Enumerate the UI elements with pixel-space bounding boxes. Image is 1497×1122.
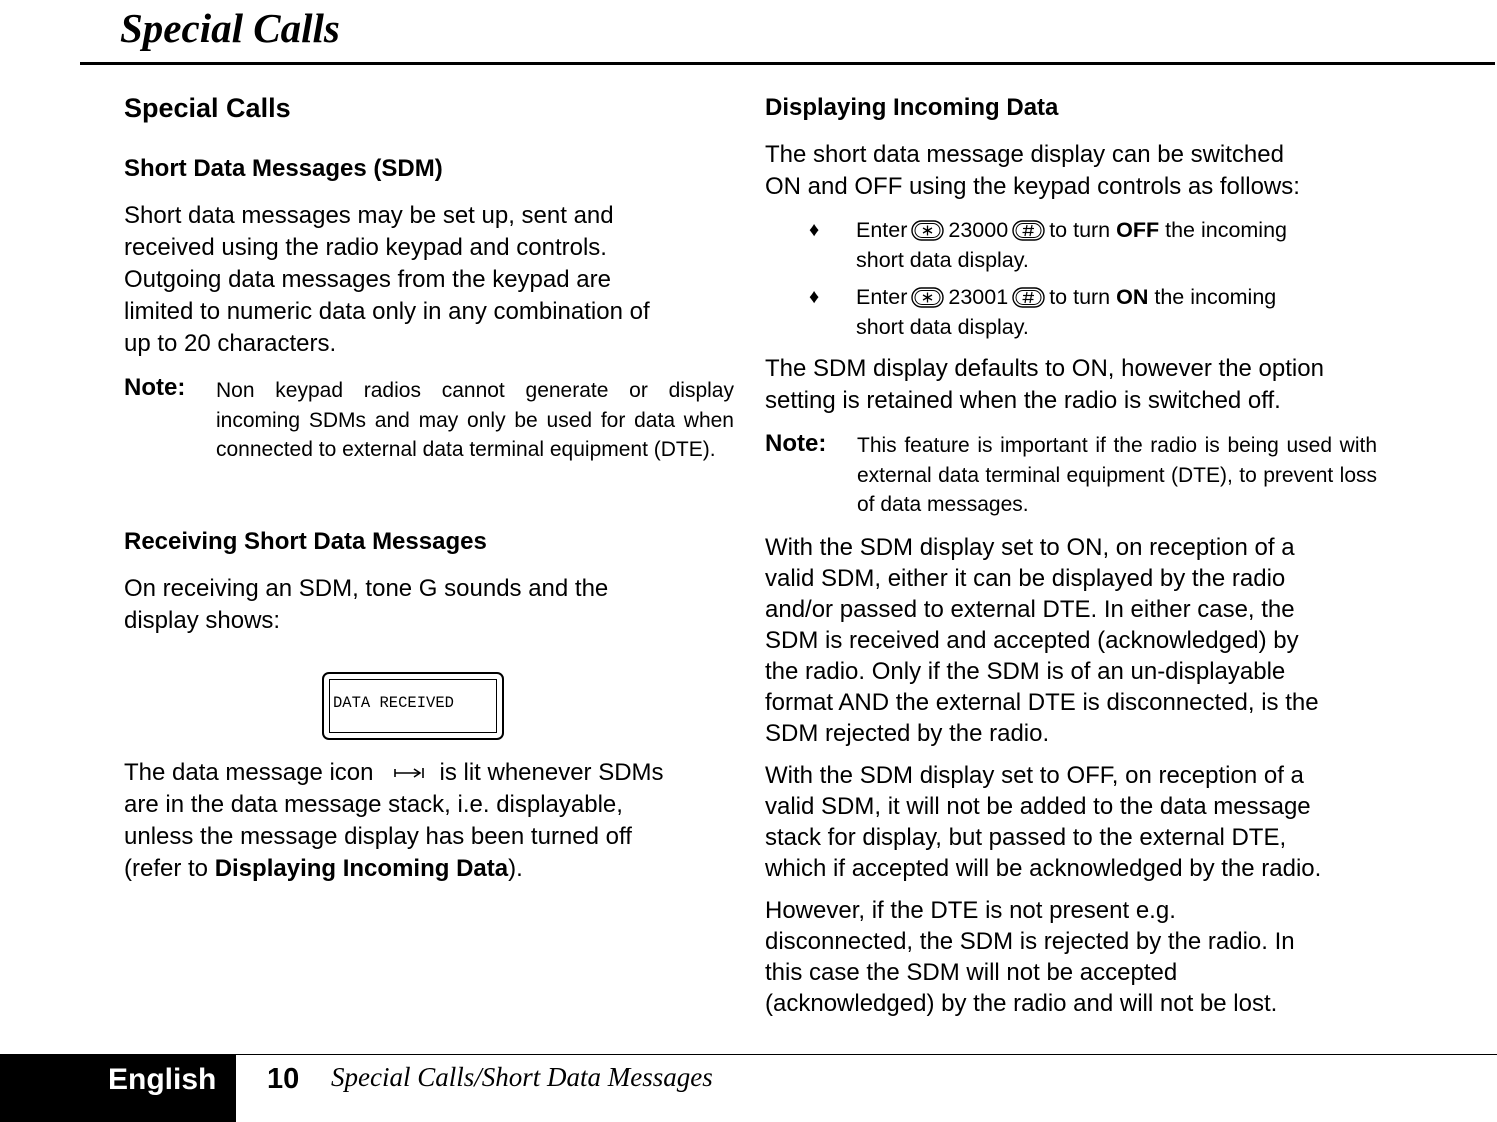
text-line: valid SDM, either it can be displayed by the radio <box>765 565 1286 592</box>
displaying-heading: Displaying Incoming Data <box>765 94 1059 121</box>
key-code: 23001 <box>948 285 1009 309</box>
text-line: and/or passed to external DTE. In either case, the <box>765 596 1295 623</box>
text-line: the radio. Only if the SDM is of an un-displayable <box>765 658 1286 685</box>
text-line: The short data message display can be switched <box>765 141 1284 168</box>
text-line: disconnected, the SDM is rejected by the radio. In <box>765 928 1295 955</box>
text-line: format AND the external DTE is disconnected, is the <box>765 689 1319 716</box>
receiving-heading: Receiving Short Data Messages <box>124 528 487 555</box>
text-line: SDM is received and accepted (acknowledged) by <box>765 627 1299 654</box>
bullet-text <box>856 282 1377 342</box>
text-line: Short data messages may be set up, sent and <box>124 202 614 229</box>
text-line: short data display. <box>856 315 1029 339</box>
text-segment: ). <box>508 855 523 882</box>
display-text: DATA RECEIVED <box>333 694 454 712</box>
text-line: received using the radio keypad and controls. <box>124 234 607 261</box>
state-word: OFF <box>1116 218 1160 242</box>
text-line: setting is retained when the radio is switched off. <box>765 387 1281 414</box>
text-segment: (refer to <box>124 855 215 882</box>
text-segment: to turn <box>1049 285 1117 309</box>
footer-divider <box>236 1054 1497 1055</box>
state-word: ON <box>1116 285 1149 309</box>
text-line: which if accepted will be acknowledged by the radio. <box>765 855 1322 882</box>
text-line <box>124 853 664 885</box>
text-line: With the SDM display set to OFF, on reception of a <box>765 762 1304 789</box>
text-line: unless the message display has been turned off <box>124 823 632 850</box>
defaults-paragraph <box>765 353 1324 417</box>
note-text: This feature is important if the radio is being used with external data terminal equipment (DTE), to prevent loss of data messages. <box>857 434 1377 516</box>
footer-language: English <box>108 1063 217 1096</box>
text-line: valid SDM, it will not be added to the data message <box>765 793 1311 820</box>
section-heading: Special Calls <box>124 93 291 123</box>
radio-display <box>322 672 504 740</box>
text-line: SDM rejected by the radio. <box>765 720 1050 747</box>
text-line: are in the data message stack, i.e. displayable, <box>124 791 623 818</box>
text-line: ON and OFF using the keypad controls as follows: <box>765 173 1300 200</box>
text-line: stack for display, but passed to the external DTE, <box>765 824 1287 851</box>
text-line: (acknowledged) by the radio and will not be lost. <box>765 990 1278 1017</box>
text-line <box>124 757 664 789</box>
text-line <box>856 215 1377 245</box>
note-text: Non keypad radios cannot generate or display incoming SDMs and may only be used for data when connected to external data terminal equipment (DTE). <box>216 379 734 461</box>
key-code: 23000 <box>948 218 1009 242</box>
text-line: this case the SDM will not be accepted <box>765 959 1178 986</box>
text-segment: Enter <box>856 285 908 309</box>
text-line: With the SDM display set to ON, on reception of a <box>765 534 1295 561</box>
text-segment: The data message icon <box>124 759 374 786</box>
sdm-paragraph <box>124 200 650 360</box>
text-segment: is lit whenever SDMs <box>439 759 664 786</box>
text-line: On receiving an SDM, tone G sounds and the <box>124 575 609 602</box>
display-off-paragraph <box>765 760 1321 884</box>
bullet-mark: ♦ <box>809 219 820 241</box>
star-key-icon <box>911 220 944 241</box>
star-key-icon <box>911 287 944 308</box>
bullet-text <box>856 215 1377 275</box>
data-message-icon <box>393 766 427 780</box>
header-divider <box>80 62 1495 65</box>
icon-paragraph <box>124 757 664 885</box>
cross-reference: Displaying Incoming Data <box>214 855 509 882</box>
text-line: Outgoing data messages from the keypad are <box>124 266 611 293</box>
receiving-paragraph <box>124 573 608 637</box>
note-label: Note: <box>765 430 827 457</box>
text-line: up to 20 characters. <box>124 330 337 357</box>
bullet-mark: ♦ <box>809 286 820 308</box>
text-line: limited to numeric data only in any combination of <box>124 298 650 325</box>
text-segment: the incoming <box>1148 285 1277 309</box>
intro-paragraph <box>765 139 1300 203</box>
footer-section-title: Special Calls/Short Data Messages <box>331 1062 713 1092</box>
however-paragraph <box>765 895 1295 1019</box>
hash-key-icon <box>1012 287 1045 308</box>
footer-language-tab <box>0 1054 236 1122</box>
display-on-paragraph <box>765 532 1319 749</box>
page-header-title: Special Calls <box>120 5 340 51</box>
text-line: short data display. <box>856 248 1029 272</box>
text-line: However, if the DTE is not present e.g. <box>765 897 1176 924</box>
page-number: 10 <box>267 1063 300 1095</box>
note-label: Note: <box>124 374 186 401</box>
text-line: The SDM display defaults to ON, however the option <box>765 355 1324 382</box>
sdm-heading: Short Data Messages (SDM) <box>124 155 443 182</box>
text-line <box>856 282 1377 312</box>
text-line: display shows: <box>124 607 281 634</box>
radio-display-screen <box>329 679 497 733</box>
hash-key-icon <box>1012 220 1045 241</box>
text-segment: to turn <box>1049 218 1117 242</box>
text-segment: the incoming <box>1159 218 1288 242</box>
text-segment: Enter <box>856 218 908 242</box>
